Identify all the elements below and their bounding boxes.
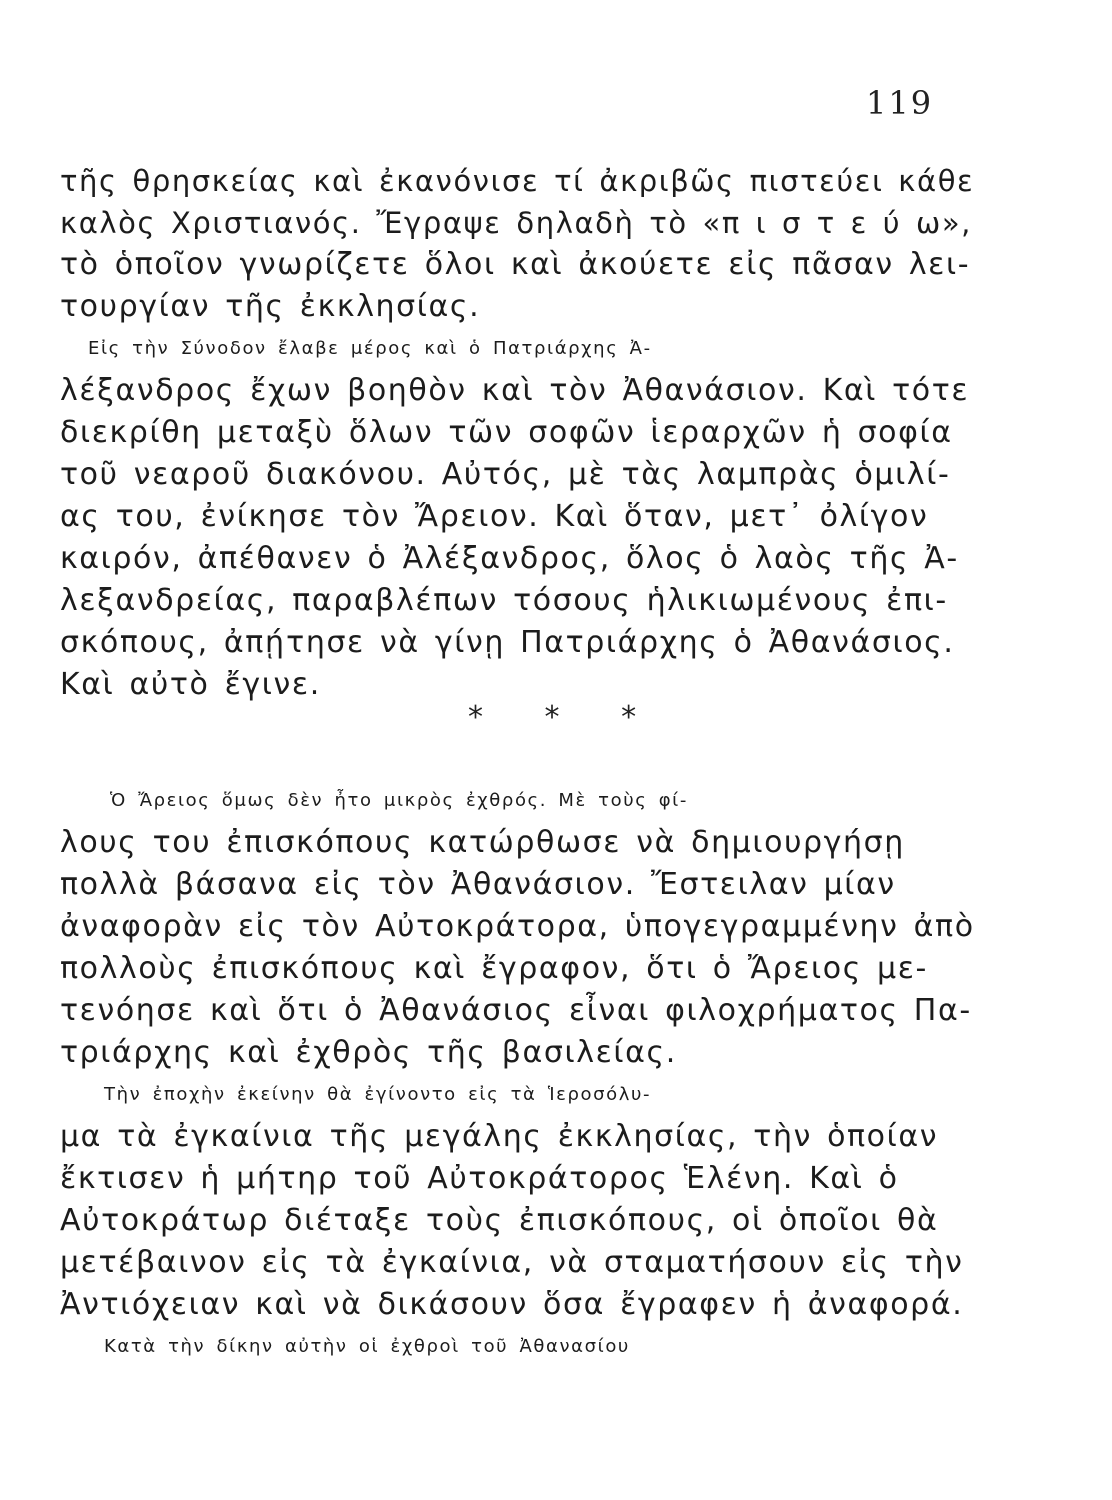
text-line: καιρόν, ἀπέθανεν ὁ Ἀλέξανδρος, ὅλος ὁ λαὸς τῆς Ἀ-	[60, 541, 959, 576]
text-line: ας του, ἐνίκησε τὸν Ἄρειον. Καὶ ὅταν, μετ᾽ ὀλίγον	[60, 499, 929, 534]
text-line: τῆς θρησκείας καὶ ἐκανόνισε τί ἀκριβῶς πιστεύει κάθε	[60, 164, 975, 198]
text-line: ἔκτισεν ἡ μήτηρ τοῦ Αὐτοκράτορος Ἑλένη. Καὶ ὁ	[60, 1161, 899, 1196]
text-line: καλὸς Χριστιανός. Ἔγραψε δηλαδὴ τὸ «π ι σ τ ε ύ ω»,	[60, 206, 972, 240]
paragraph-start-line: Τὴν ἐποχὴν ἐκείνην θὰ ἐγίνοντο εἰς τὰ Ἱεροσόλυ-	[104, 1084, 652, 1105]
text-line: πολλὰ βάσανα εἰς τὸν Ἀθανάσιον. Ἔστειλαν μίαν	[60, 867, 896, 902]
paragraph-start-line: Εἰς τὴν Σύνοδον ἔλαβε μέρος καὶ ὁ Πατριάρχης Ἀ-	[88, 338, 652, 359]
text-line: διεκρίθη μεταξὺ ὅλων τῶν σοφῶν ἱεραρχῶν ἡ σοφία	[60, 415, 953, 450]
text-line: μετέβαινον εἰς τὰ ἐγκαίνια, νὰ σταματήσουν εἰς τὴν	[60, 1245, 964, 1280]
text-line: μα τὰ ἐγκαίνια τῆς μεγάλης ἐκκλησίας, τὴν ὁποίαν	[60, 1119, 939, 1154]
paragraph-start-line: Κατὰ τὴν δίκην αὐτὴν οἱ ἐχθροὶ τοῦ Ἀθανασίου	[104, 1336, 630, 1357]
text-line: ἀναφορὰν εἰς τὸν Αὐτοκράτορα, ὑπογεγραμμένην ἀπὸ	[60, 909, 975, 944]
text-line: Καὶ αὐτὸ ἔγινε.	[60, 667, 321, 702]
text-line: πολλοὺς ἐπισκόπους καὶ ἔγραφον, ὅτι ὁ Ἄρειος με-	[60, 951, 928, 986]
text-line: τριάρχης καὶ ἐχθρὸς τῆς βασιλείας.	[60, 1035, 677, 1070]
paragraph-start-line: Ὁ Ἄρειος ὅμως δὲν ἦτο μικρὸς ἐχθρός. Μὲ τοὺς φί-	[110, 790, 688, 811]
text-line: λέξανδρος ἔχων βοηθὸν καὶ τὸν Ἀθανάσιον. Καὶ τότε	[60, 373, 970, 408]
text-line: τουργίαν τῆς ἐκκλησίας.	[60, 289, 481, 324]
text-line: Ἀντιόχειαν καὶ νὰ δικάσουν ὅσα ἔγραφεν ἡ ἀναφορά.	[60, 1287, 964, 1322]
text-line: σκόπους, ἀπῄτησε νὰ γίνῃ Πατριάρχης ὁ Ἀθανάσιος.	[60, 625, 955, 660]
text-line: λους του ἐπισκόπους κατώρθωσε νὰ δημιουργήσῃ	[60, 825, 905, 860]
text-line: λεξανδρείας, παραβλέπων τόσους ἡλικιωμένους ἐπι-	[60, 583, 948, 618]
page-number: 119	[866, 84, 934, 122]
text-line: Αὐτοκράτωρ διέταξε τοὺς ἐπισκόπους, οἱ ὁποῖοι θὰ	[60, 1203, 939, 1238]
section-separator: * * *	[468, 700, 663, 735]
text-line: τοῦ νεαροῦ διακόνου. Αὐτός, μὲ τὰς λαμπρὰς ὁμιλί-	[60, 457, 951, 492]
text-line: τενόησε καὶ ὅτι ὁ Ἀθανάσιος εἶναι φιλοχρήματος Πα-	[60, 993, 972, 1028]
text-line: τὸ ὁποῖον γνωρίζετε ὅλοι καὶ ἀκούετε εἰς πᾶσαν λει-	[60, 247, 971, 282]
